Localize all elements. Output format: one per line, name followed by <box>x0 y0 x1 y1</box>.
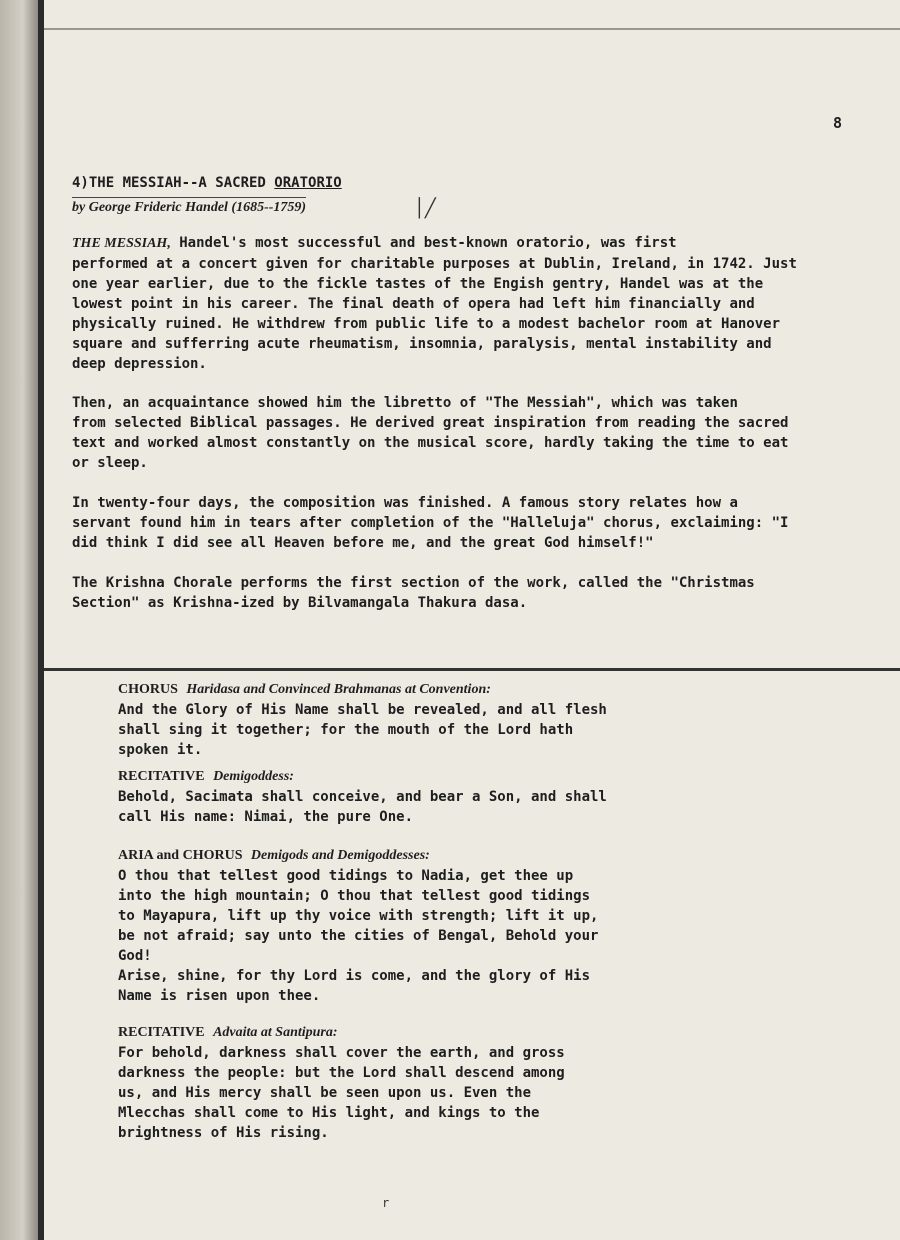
paragraph-line: Then, an acquaintance showed him the libretto of "The Messiah", which was taken <box>72 395 738 411</box>
section-line: spoken it. <box>118 742 203 758</box>
section-line: into the high mountain; O thou that tellest good tidings <box>118 888 591 904</box>
title-underlined: ORATORIO <box>274 175 342 191</box>
section-line: us, and His mercy shall be seen upon us. Even the <box>118 1085 532 1101</box>
section-line: Mlecchas shall come to His light, and kings to the <box>118 1105 540 1121</box>
section-line: Arise, shine, for thy Lord is come, and the glory of His <box>118 968 591 984</box>
section-line: Behold, Sacimata shall conceive, and bear a Son, and shall <box>118 789 607 805</box>
paragraph-line: performed at a concert given for charitable purposes at Dublin, Ireland, in 1742. Just <box>72 256 797 272</box>
section-line: And the Glory of His Name shall be revealed, and all flesh <box>118 702 607 718</box>
page-number: 8 <box>833 114 843 132</box>
paragraph-line: The Krishna Chorale performs the first section of the work, called the "Christmas <box>72 575 755 591</box>
paragraph-line: lowest point in his career. The final death of opera had left him financially and <box>72 296 755 312</box>
paragraph-intro <box>72 233 797 374</box>
section-chorus <box>118 679 638 760</box>
bottom-mark: r <box>382 1196 390 1210</box>
paragraph-line: deep depression. <box>72 356 207 372</box>
binding-edge <box>38 0 44 1240</box>
section-heading <box>118 845 638 866</box>
section-line: call His name: Nimai, the pure One. <box>118 809 414 825</box>
section-heading <box>118 679 638 700</box>
paragraph-line: or sleep. <box>72 455 148 471</box>
paragraph-line: one year earlier, due to the fickle tastes of the Engish gentry, Handel was at the <box>72 276 764 292</box>
paragraph-libretto <box>72 393 792 473</box>
top-divider <box>44 28 900 30</box>
paragraph-composition <box>72 493 792 553</box>
section-line: brightness of His rising. <box>118 1125 329 1141</box>
binding-shadow <box>0 0 38 1240</box>
section-line: God! <box>118 948 152 964</box>
margin-mark: │╱ <box>414 198 436 219</box>
section-heading <box>118 1022 638 1043</box>
paragraph-line: square and sufferring acute rheumatism, insomnia, paralysis, mental instability and <box>72 336 772 352</box>
section-divider <box>44 668 900 671</box>
section-label: ARIA and CHORUS <box>118 848 243 863</box>
section-heading <box>118 766 638 787</box>
section-desc: Haridasa and Convinced Brahmanas at Convention: <box>186 682 491 697</box>
section-label: CHORUS <box>118 682 178 697</box>
section-desc: Advaita at Santipura: <box>213 1025 338 1040</box>
section-recitative-1 <box>118 766 638 827</box>
title-prefix: 4)THE MESSIAH--A SACRED <box>72 175 275 191</box>
paragraph-performance <box>72 573 792 613</box>
byline: by George Frideric Handel (1685--1759) <box>72 197 306 216</box>
section-line: For behold, darkness shall cover the earth, and gross <box>118 1045 565 1061</box>
section-line: be not afraid; say unto the cities of Bengal, Behold your <box>118 928 599 944</box>
paragraph-lead: THE MESSIAH, <box>72 236 171 251</box>
section-line: shall sing it together; for the mouth of the Lord hath <box>118 722 574 738</box>
paragraph-line: physically ruined. He withdrew from public life to a modest bachelor room at Hanover <box>72 316 781 332</box>
section-desc: Demigods and Demigoddesses: <box>250 848 430 863</box>
section-label: RECITATIVE <box>118 1025 205 1040</box>
section-recitative-2 <box>118 1022 638 1143</box>
section-line: Name is risen upon thee. <box>118 988 321 1004</box>
section-desc: Demigoddess: <box>213 769 294 784</box>
paragraph-line: servant found him in tears after completion of the "Halleluja" chorus, exclaiming: "I <box>72 515 789 531</box>
section-aria-chorus <box>118 845 638 1006</box>
paragraph-line: Section" as Krishna-ized by Bilvamangala Thakura dasa. <box>72 595 528 611</box>
page-title <box>72 175 342 191</box>
paragraph-line: did think I did see all Heaven before me, and the great God himself!" <box>72 535 654 551</box>
paragraph-line: from selected Biblical passages. He derived great inspiration from reading the sacred <box>72 415 789 431</box>
section-line: to Mayapura, lift up thy voice with strength; lift it up, <box>118 908 599 924</box>
section-line: O thou that tellest good tidings to Nadia, get thee up <box>118 868 574 884</box>
paragraph-line: text and worked almost constantly on the musical score, hardly taking the time to eat <box>72 435 789 451</box>
section-line: darkness the people: but the Lord shall descend among <box>118 1065 565 1081</box>
paragraph-line: In twenty-four days, the composition was finished. A famous story relates how a <box>72 495 738 511</box>
paragraph-line: THE MESSIAH, Handel's most successful and best-known oratorio, was first <box>72 235 677 251</box>
section-label: RECITATIVE <box>118 769 205 784</box>
